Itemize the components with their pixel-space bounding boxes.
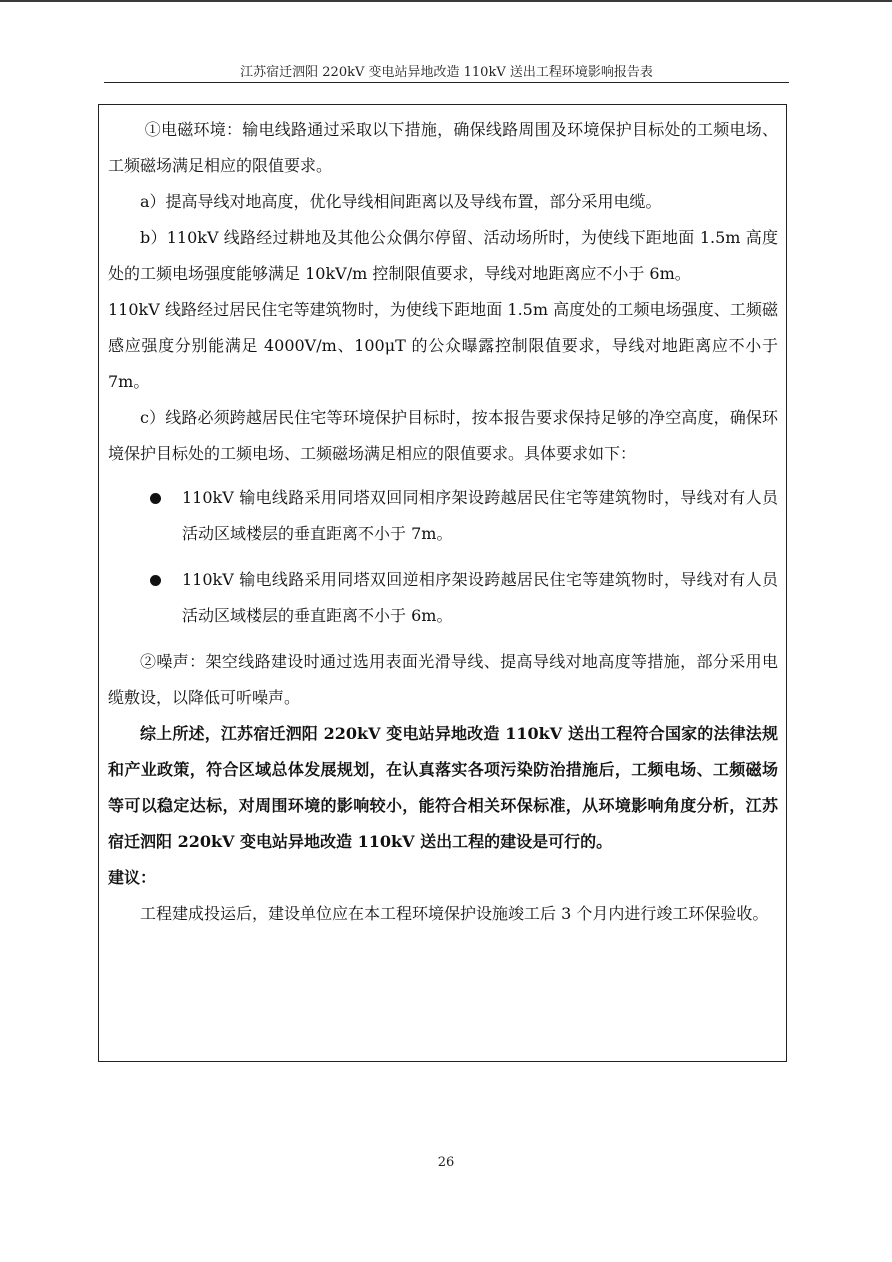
paragraph-measure-b: b）110kV 线路经过耕地及其他公众偶尔停留、活动场所时，为使线下距地面 1.5m 高度处的工频电场强度能够满足 10kV/m 控制限值要求，导线对地距离应不小于 6m。: [108, 228, 778, 283]
page-number: 26: [437, 1155, 455, 1170]
header-rule: [104, 82, 789, 83]
bullet-dot-icon: [150, 493, 161, 504]
paragraph-measure-c: c）线路必须跨越居民住宅等环境保护目标时，按本报告要求保持足够的净空高度，确保环境保护目标处的工频电场、工频磁场满足相应的限值要求。具体要求如下：: [108, 408, 778, 463]
bullet-item-same-phase: [108, 480, 778, 552]
paragraph-measure-a: a）提高导线对地高度，优化导线相间距离以及导线布置，部分采用电缆。: [140, 192, 662, 211]
page-top-edge: [0, 0, 892, 2]
page-header: 江苏宿迁泗阳 220kV 变电站异地改造 110kV 送出工程环境影响报告表: [240, 65, 653, 80]
content-body: [108, 112, 778, 932]
paragraph-suggestion: 工程建成投运后，建设单位应在本工程环境保护设施竣工后 3 个月内进行竣工环保验收。: [140, 904, 769, 923]
bullet-text: 110kV 输电线路采用同塔双回逆相序架设跨越居民住宅等建筑物时，导线对有人员活动区域楼层的垂直距离不小于 6m。: [182, 570, 778, 625]
bullet-dot-icon: [150, 575, 161, 586]
bullet-text: 110kV 输电线路采用同塔双回同相序架设跨越居民住宅等建筑物时，导线对有人员活动区域楼层的垂直距离不小于 7m。: [182, 488, 778, 543]
paragraph-residential: 110kV 线路经过居民住宅等建筑物时，为使线下距地面 1.5m 高度处的工频电场强度、工频磁感应强度分别能满足 4000V/m、100μT 的公众曝露控制限值要求，导线对地距离应不小于 7m。: [108, 300, 778, 391]
paragraph-electromagnetic: ①电磁环境：输电线路通过采取以下措施，确保线路周围及环境保护目标处的工频电场、工频磁场满足相应的限值要求。: [108, 120, 778, 175]
bullet-item-reverse-phase: [108, 562, 778, 634]
paragraph-noise: ②噪声：架空线路建设时通过选用表面光滑导线、提高导线对地高度等措施，部分采用电缆敷设，以降低可听噪声。: [108, 652, 778, 707]
suggestion-heading: 建议：: [108, 868, 157, 887]
paragraph-conclusion: 综上所述，江苏宿迁泗阳 220kV 变电站异地改造 110kV 送出工程符合国家的法律法规和产业政策，符合区域总体发展规划，在认真落实各项污染防治措施后，工频电场、工频磁场等可以稳定达标，对周围环境的影响较小，能符合相关环保标准，从环境影响角度分析，江苏宿迁泗阳 220kV 变电站异地改造 110kV 送出工程的建设是可行的。: [108, 724, 778, 851]
